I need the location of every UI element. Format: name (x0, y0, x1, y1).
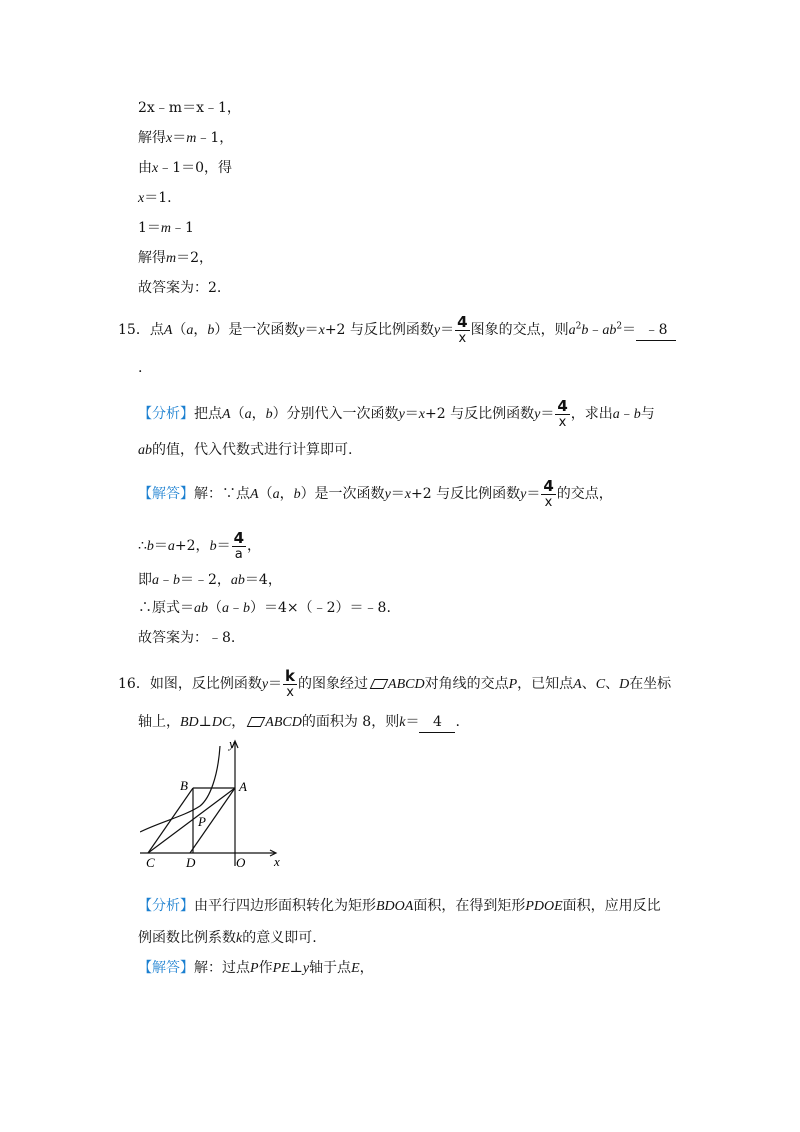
label-d: D (186, 855, 196, 870)
question-15-solution-4: ∴原式＝ab（a﹣b）＝4×（﹣2）＝﹣8. (138, 600, 391, 616)
question-15-solution-1: 【解答】解：∵点A（a，b）是一次函数y＝x+2 与反比例函数y＝ $\frac{4}{x}$ 的交点， (138, 477, 613, 510)
label-a: A (239, 779, 247, 794)
question-15-stem: 15．点A（a，b）是一次函数y＝x+2 与反比例函数y＝ $\frac{4}{x}$ 图象的交点，则$a^2b﹣ab^2=$ ﹣8 (118, 314, 676, 346)
question-15-analysis: 【分析】把点A（a，b）分别代入一次函数y＝x+2 与反比例函数y＝ $\frac{4}{x}$ ，求出a﹣b与 (138, 397, 655, 430)
question-15-period: . (138, 360, 143, 376)
parallelogram-icon (247, 717, 266, 727)
label-c: C (146, 855, 155, 870)
question-15-solution-5: 故答案为：﹣8. (138, 630, 236, 646)
solution-line-2: 解得x＝m﹣1， (138, 130, 234, 146)
diagonal-ca (148, 788, 235, 853)
solution-line-6: 解得m＝2， (138, 250, 214, 266)
answer-blank: ﹣8 (636, 320, 676, 341)
segment-cb (148, 788, 193, 853)
parallelogram-icon (370, 679, 389, 689)
solution-line-1: 2x﹣m＝x﹣1， (138, 100, 241, 116)
solution-line-4: x＝1. (138, 190, 172, 206)
solution-line-7: 故答案为：2. (138, 280, 222, 296)
segment-ad (190, 788, 235, 853)
label-p: P (198, 814, 206, 829)
question-16-stem-cont: 轴上，BD⊥DC， ABCD的面积为 8，则k＝ 4 . (138, 712, 460, 733)
label-x: x (274, 854, 280, 869)
question-15-analysis-cont: ab的值，代入代数式进行计算即可. (138, 442, 353, 458)
question-15-solution-2: ∴b＝a+2，b＝ $\frac{4}{a}$ ， (138, 529, 261, 562)
solution-line-3: 由x﹣1＝0，得 (138, 160, 233, 176)
label-o: O (236, 855, 246, 870)
analysis-tag: 【分析】 (138, 898, 194, 914)
question-15-solution-3: 即a﹣b＝﹣2，ab＝4， (138, 572, 282, 588)
solution-tag: 【解答】 (138, 486, 194, 502)
fraction-4-over-x: $\frac{4}{x}$ (557, 397, 568, 430)
fraction-4-over-x: $\frac{4}{x}$ (543, 477, 554, 510)
question-16-analysis-cont: 例函数比例系数k的意义即可. (138, 930, 317, 946)
fraction-4-over-a: $\frac{4}{a}$ (233, 529, 244, 562)
analysis-tag: 【分析】 (138, 406, 194, 422)
solution-line-5: 1＝m﹣1 (138, 220, 194, 236)
solution-tag: 【解答】 (138, 960, 194, 976)
answer-blank: 4 (419, 712, 455, 733)
label-b: B (180, 778, 188, 793)
fraction-k-over-x: $\frac{k}{x}$ (285, 667, 296, 700)
question-16-analysis: 【分析】由平行四边形面积转化为矩形BDOA面积，在得到矩形PDOE面积，应用反比 (138, 898, 661, 914)
label-y: y (229, 736, 235, 751)
question-16-stem: 16．如图，反比例函数y＝ $\frac{k}{x}$ 的图象经过 ABCD对角线的交点P，已知点A、C、D在坐标 (118, 667, 672, 700)
fraction-4-over-x: $\frac{4}{x}$ (457, 313, 468, 346)
question-16-solution-1: 【解答】解：过点P作PE⊥y轴于点E， (138, 960, 374, 976)
coordinate-figure (140, 736, 290, 871)
